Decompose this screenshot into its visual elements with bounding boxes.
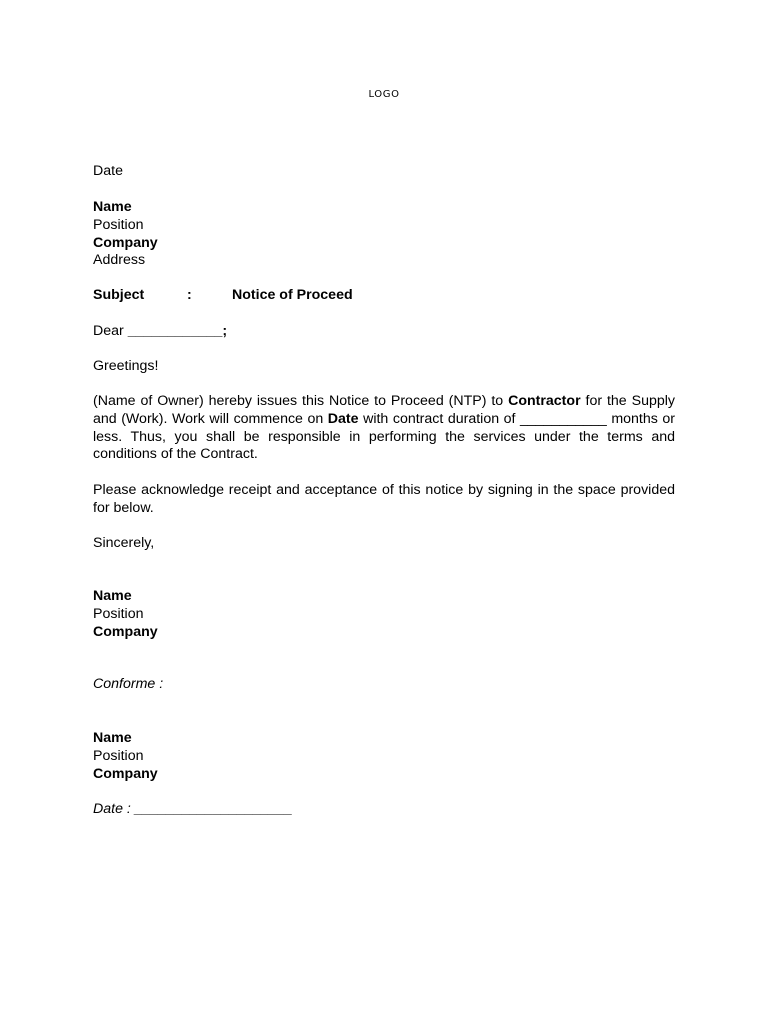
date-label: Date [93, 163, 123, 179]
conforme-position: Position [93, 747, 144, 764]
signatory-position: Position [93, 605, 144, 622]
recipient-block [93, 199, 675, 270]
signatory-name: Name [93, 588, 132, 604]
subject-label: Subject [93, 287, 145, 303]
date-signature-block [93, 801, 675, 819]
logo: LOGO [368, 89, 400, 100]
greeting: Greetings! [93, 358, 159, 374]
greeting-block [93, 358, 675, 376]
date-line-top [93, 163, 675, 181]
signatory-block [93, 588, 675, 641]
body-paragraph-1 [93, 393, 675, 464]
salutation [93, 323, 675, 341]
recipient-name: Name [93, 199, 132, 215]
conforme-label: Conforme : [93, 676, 164, 692]
signatory-company: Company [93, 623, 158, 640]
conforme-block [93, 676, 675, 694]
conforme-signatory-block [93, 730, 675, 783]
subject-colon: : [187, 287, 192, 303]
body1-part2: for the Supply and (Work). Work will commence on [93, 393, 675, 427]
date-signature-line: Date : ____________________ [93, 801, 293, 817]
body1-contractor: Contractor [508, 393, 581, 409]
closing: Sincerely, [93, 535, 155, 551]
recipient-position: Position [93, 216, 144, 233]
conforme-name: Name [93, 730, 132, 746]
closing-block [93, 535, 675, 553]
salutation-blank: ____________; [127, 323, 228, 339]
body1-date: Date [327, 410, 359, 427]
recipient-company: Company [93, 234, 158, 251]
subject-value: Notice of Proceed [232, 287, 353, 303]
conforme-company: Company [93, 765, 158, 782]
recipient-address: Address [93, 252, 146, 269]
subject-row [93, 287, 675, 305]
body1-part1: (Name of Owner) hereby issues this Notice to Proceed (NTP) to [93, 393, 509, 409]
body1-part3: with contract duration of ___________ months or less. Thus, you shall be responsible in performing the services under the terms and conditions of the Contract. [93, 410, 675, 463]
salutation-text: Dear [93, 323, 128, 339]
body-paragraph-2: Please acknowledge receipt and acceptance of this notice by signing in the space provided for below. [93, 482, 675, 516]
